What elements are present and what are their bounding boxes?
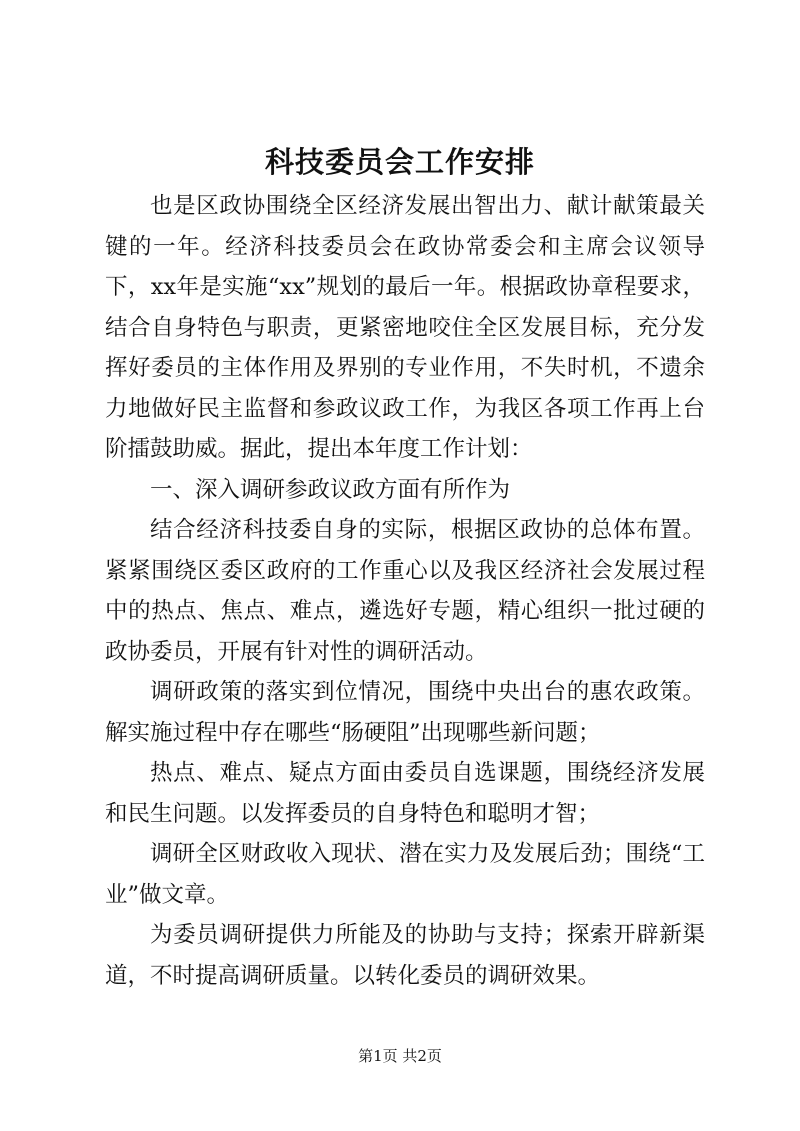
document-title: 科技委员会工作安排 [264,145,535,179]
paragraph-research-plan: 结合经济科技委自身的实际，根据区政协的总体布置。紧紧围绕区委区政府的工作重心以及我区经济社会发展过程中的热点、焦点、难点，遴选好专题，精心组织一批过硬的政协委员，开展有针对性的调研活动。 [105,517,705,665]
paragraph-hot-topics: 热点、难点、疑点方面由委员自选课题，围绕经济发展和民生问题。以发挥委员的自身特色和聪明才智； [105,760,705,827]
section-heading: 一、深入调研参政议政方面有所作为 [150,476,511,503]
paragraph-finance-research: 调研全区财政收入现状、潜在实力及发展后劲；围绕“工业”做文章。 [105,841,705,908]
paragraph-policy-research: 调研政策的落实到位情况，围绕中央出台的惠农政策。解实施过程中存在哪些“肠硬阻”出现哪些新问题； [105,679,705,746]
page-number-footer: 第1页 共2页 [358,1047,442,1065]
paragraph-intro: 也是区政协围绕全区经济发展出智出力、献计献策最关键的一年。经济科技委员会在政协常委会和主席会议领导下，xx年是实施“xx”规划的最后一年。根据政协章程要求，结合自身特色与职责，更紧密地咬住全区发展目标，充分发挥好委员的主体作用及界别的专业作用，不失时机，不遗余力地做好民主监督和参政议政工作，为我区各项工作再上台阶擂鼓助威。据此，提出本年度工作计划： [105,193,705,462]
document-body [105,186,705,996]
paragraph-support: 为委员调研提供力所能及的协助与支持；探索开辟新渠道，不时提高调研质量。以转化委员的调研效果。 [105,922,705,989]
